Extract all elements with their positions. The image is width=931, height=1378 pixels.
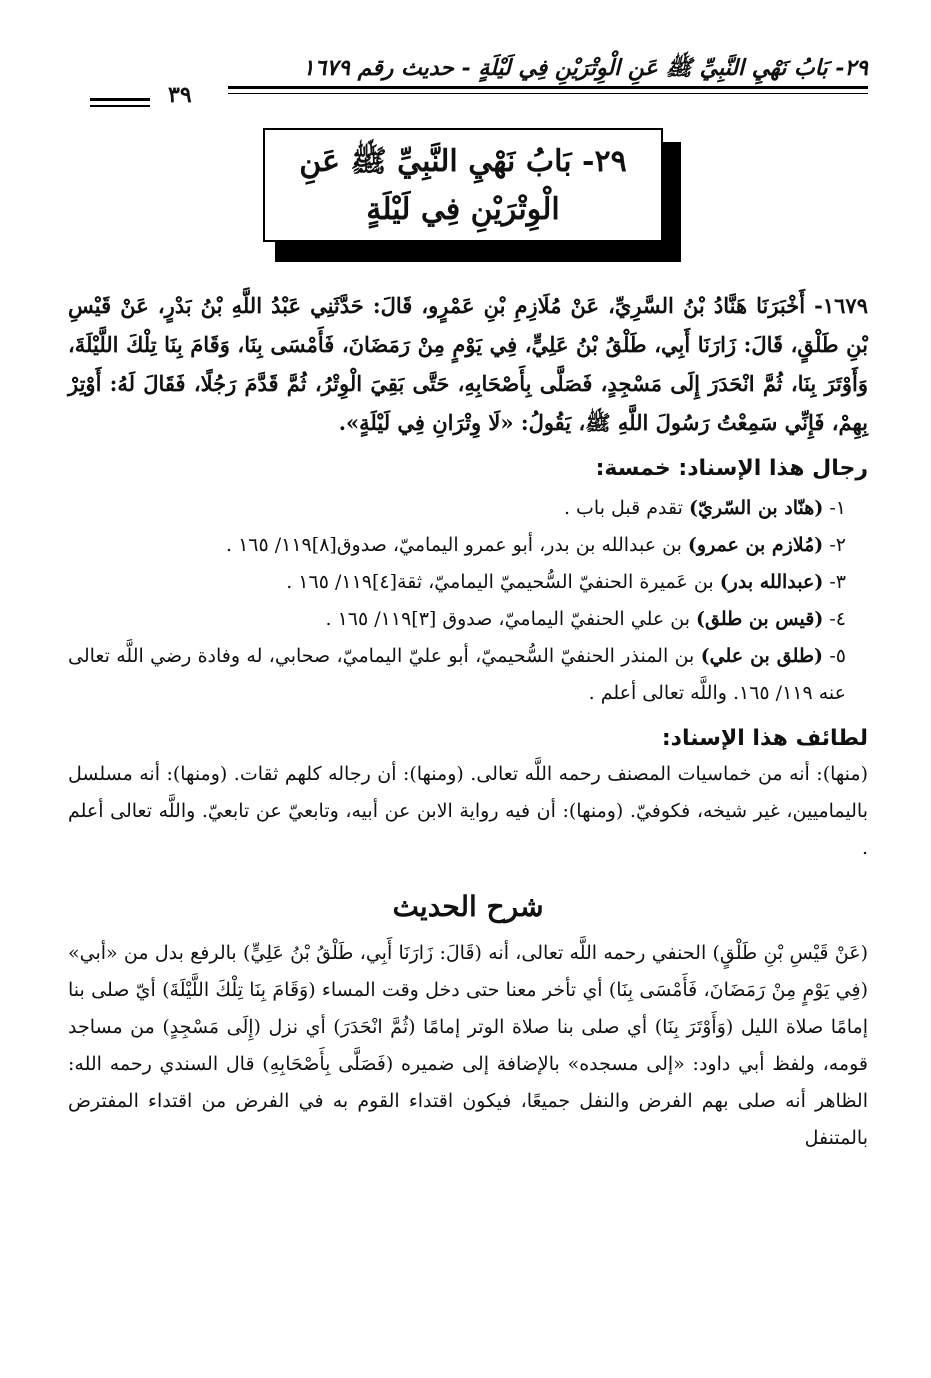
- sharh-text: (عَنْ قَيْسِ بْنِ طَلْقٍ) الحنفي رحمه اللَّه تعالى، أنه (قَالَ: زَارَنَا أَبِي، طَلْقُ بْنُ عَلِيٍّ) بالرفع بدل من «أبي» (فِي يَوْمٍ مِنْ رَمَضَانَ، فَأَمْسَى بِنَا) أي تأخر معنا حتى دخل وقت المساء (وَقَامَ بِنَا تِلْكَ اللَّيْلَةَ) أيّ صلى بنا إمامًا صلاة الليل (وَأَوْتَرَ بِنَا) أي صلى بنا صلاة الوتر إمامًا (ثُمَّ انْحَدَرَ) أي نزل (إِلَى مَسْجِدٍ) من مساجد قومه، ولفظ أبي داود: «إلى مسجده» بالإضافة إلى ضميره (فَصَلَّى بِأَصْحَابِهِ) قال السندي رحمه الله: الظاهر أنه صلى بهم الفرض والنفل جميعًا، فيكون اقتداء القوم به في الفرض من اقتداء المفترض بالمتنفل: [68, 942, 868, 1149]
- chapter-title-line2: الْوِتْرَيْنِ فِي لَيْلَةٍ: [366, 192, 560, 227]
- narrator-name: (هنّاد بن السّريّ): [688, 497, 824, 519]
- narrator-details: بن المنذر الحنفيّ السُّحيميّ، أبو عليّ اليماميّ، صحابي، له وفادة رضي اللَّه تعالى عنه ١١٩/ ١٦٥. واللَّه تعالى أعلم .: [68, 645, 846, 704]
- book-page: [68, 48, 868, 1157]
- narrator-number: ٥-: [822, 645, 846, 667]
- sharh-title: شرح الحديث: [392, 890, 544, 923]
- chapter-title-line1: ٢٩- بَابُ نَهْيِ النَّبِيِّ ﷺ عَنِ: [299, 144, 627, 179]
- header-rule-thin: [228, 93, 868, 94]
- chapter-title-frame: [263, 128, 673, 258]
- narrator-name: (قيس بن طلق): [696, 608, 824, 630]
- narrator-number: ٣-: [823, 571, 846, 593]
- narrator-number: ١-: [823, 497, 846, 519]
- narrator-details: بن عبدالله بن بدر، أبو عمرو اليماميّ، صدوق[٨]١١٩/ ١٦٥ .: [225, 534, 688, 556]
- narrator-item: [68, 490, 868, 527]
- page-number-rule-thin: [90, 105, 150, 107]
- narrator-name: (طلق بن علي): [700, 645, 823, 667]
- chapter-title-box: [263, 128, 663, 242]
- narrator-name: (مُلازم بن عمرو): [687, 534, 824, 556]
- hadith-text: ١٦٧٩- أَخْبَرَنَا هَنَّادُ بْنُ السَّرِيِّ، عَنْ مُلَازِمِ بْنِ عَمْرٍو، قَالَ: حَدَّثَنِي عَبْدُ اللَّهِ بْنُ بَدْرٍ، عَنْ قَيْسِ بْنِ طَلْقٍ، قَالَ: زَارَنَا أَبِي، طَلْقُ بْنُ عَلِيٍّ، فِي يَوْمٍ مِنْ رَمَضَانَ، فَأَمْسَى بِنَا، وَقَامَ بِنَا تِلْكَ اللَّيْلَةَ، وَأَوْتَرَ بِنَا، ثُمَّ انْحَدَرَ إِلَى مَسْجِدٍ، فَصَلَّى بِأَصْحَابِهِ، حَتَّى بَقِيَ الْوِتْرُ، ثُمَّ قَدَّمَ رَجُلًا، فَقَالَ لَهُ: أَوْتِرْ بِهِمْ، فَإِنِّي سَمِعْتُ رَسُولَ اللَّهِ ﷺ، يَقُولُ: «لَا وِتْرَانِ فِي لَيْلَةٍ».: [68, 293, 868, 435]
- header-rule: [228, 86, 868, 89]
- lataif-heading: لطائف هذا الإسناد:: [661, 726, 868, 751]
- page-number-rule: [90, 98, 150, 101]
- narrator-name: (عبدالله بدر): [719, 571, 824, 593]
- narrator-item: [68, 564, 868, 601]
- narrator-details: بن عَميرة الحنفيّ السُّحيميّ اليماميّ، ثقة[٤]١١٩/ ١٦٥ .: [286, 571, 720, 593]
- narrator-list: [68, 490, 868, 712]
- running-header: [68, 48, 868, 108]
- narrator-item: [68, 527, 868, 564]
- rijal-heading: رجال هذا الإسناد: خمسة:: [595, 456, 868, 481]
- narrator-item: [68, 638, 868, 712]
- narrator-details: تقدم قبل باب .: [563, 497, 689, 519]
- running-header-title: ٢٩- بَابُ نَهْيِ النَّبِيِّ ﷺ عَنِ الْوِتْرَيْنِ فِي لَيْلَةٍ - حديث رقم ١٦٧٩: [302, 55, 868, 81]
- narrator-item: [68, 601, 868, 638]
- page-number: ٣٩: [168, 82, 192, 108]
- lataif-text: (منها): أنه من خماسيات المصنف رحمه اللَّه تعالى. (ومنها): أن رجاله كلهم ثقات. (ومنها): أنه مسلسل باليماميين، غير شيخه، فكوفيّ. (ومنها): أن فيه رواية الابن عن أبيه، وتابعيّ عن تابعيّ. واللَّه تعالى أعلم .: [68, 763, 868, 859]
- narrator-details: بن علي الحنفيّ اليماميّ، صدوق [٣]١١٩/ ١٦٥ .: [325, 608, 697, 630]
- narrator-number: ٢-: [823, 534, 846, 556]
- narrator-number: ٤-: [823, 608, 846, 630]
